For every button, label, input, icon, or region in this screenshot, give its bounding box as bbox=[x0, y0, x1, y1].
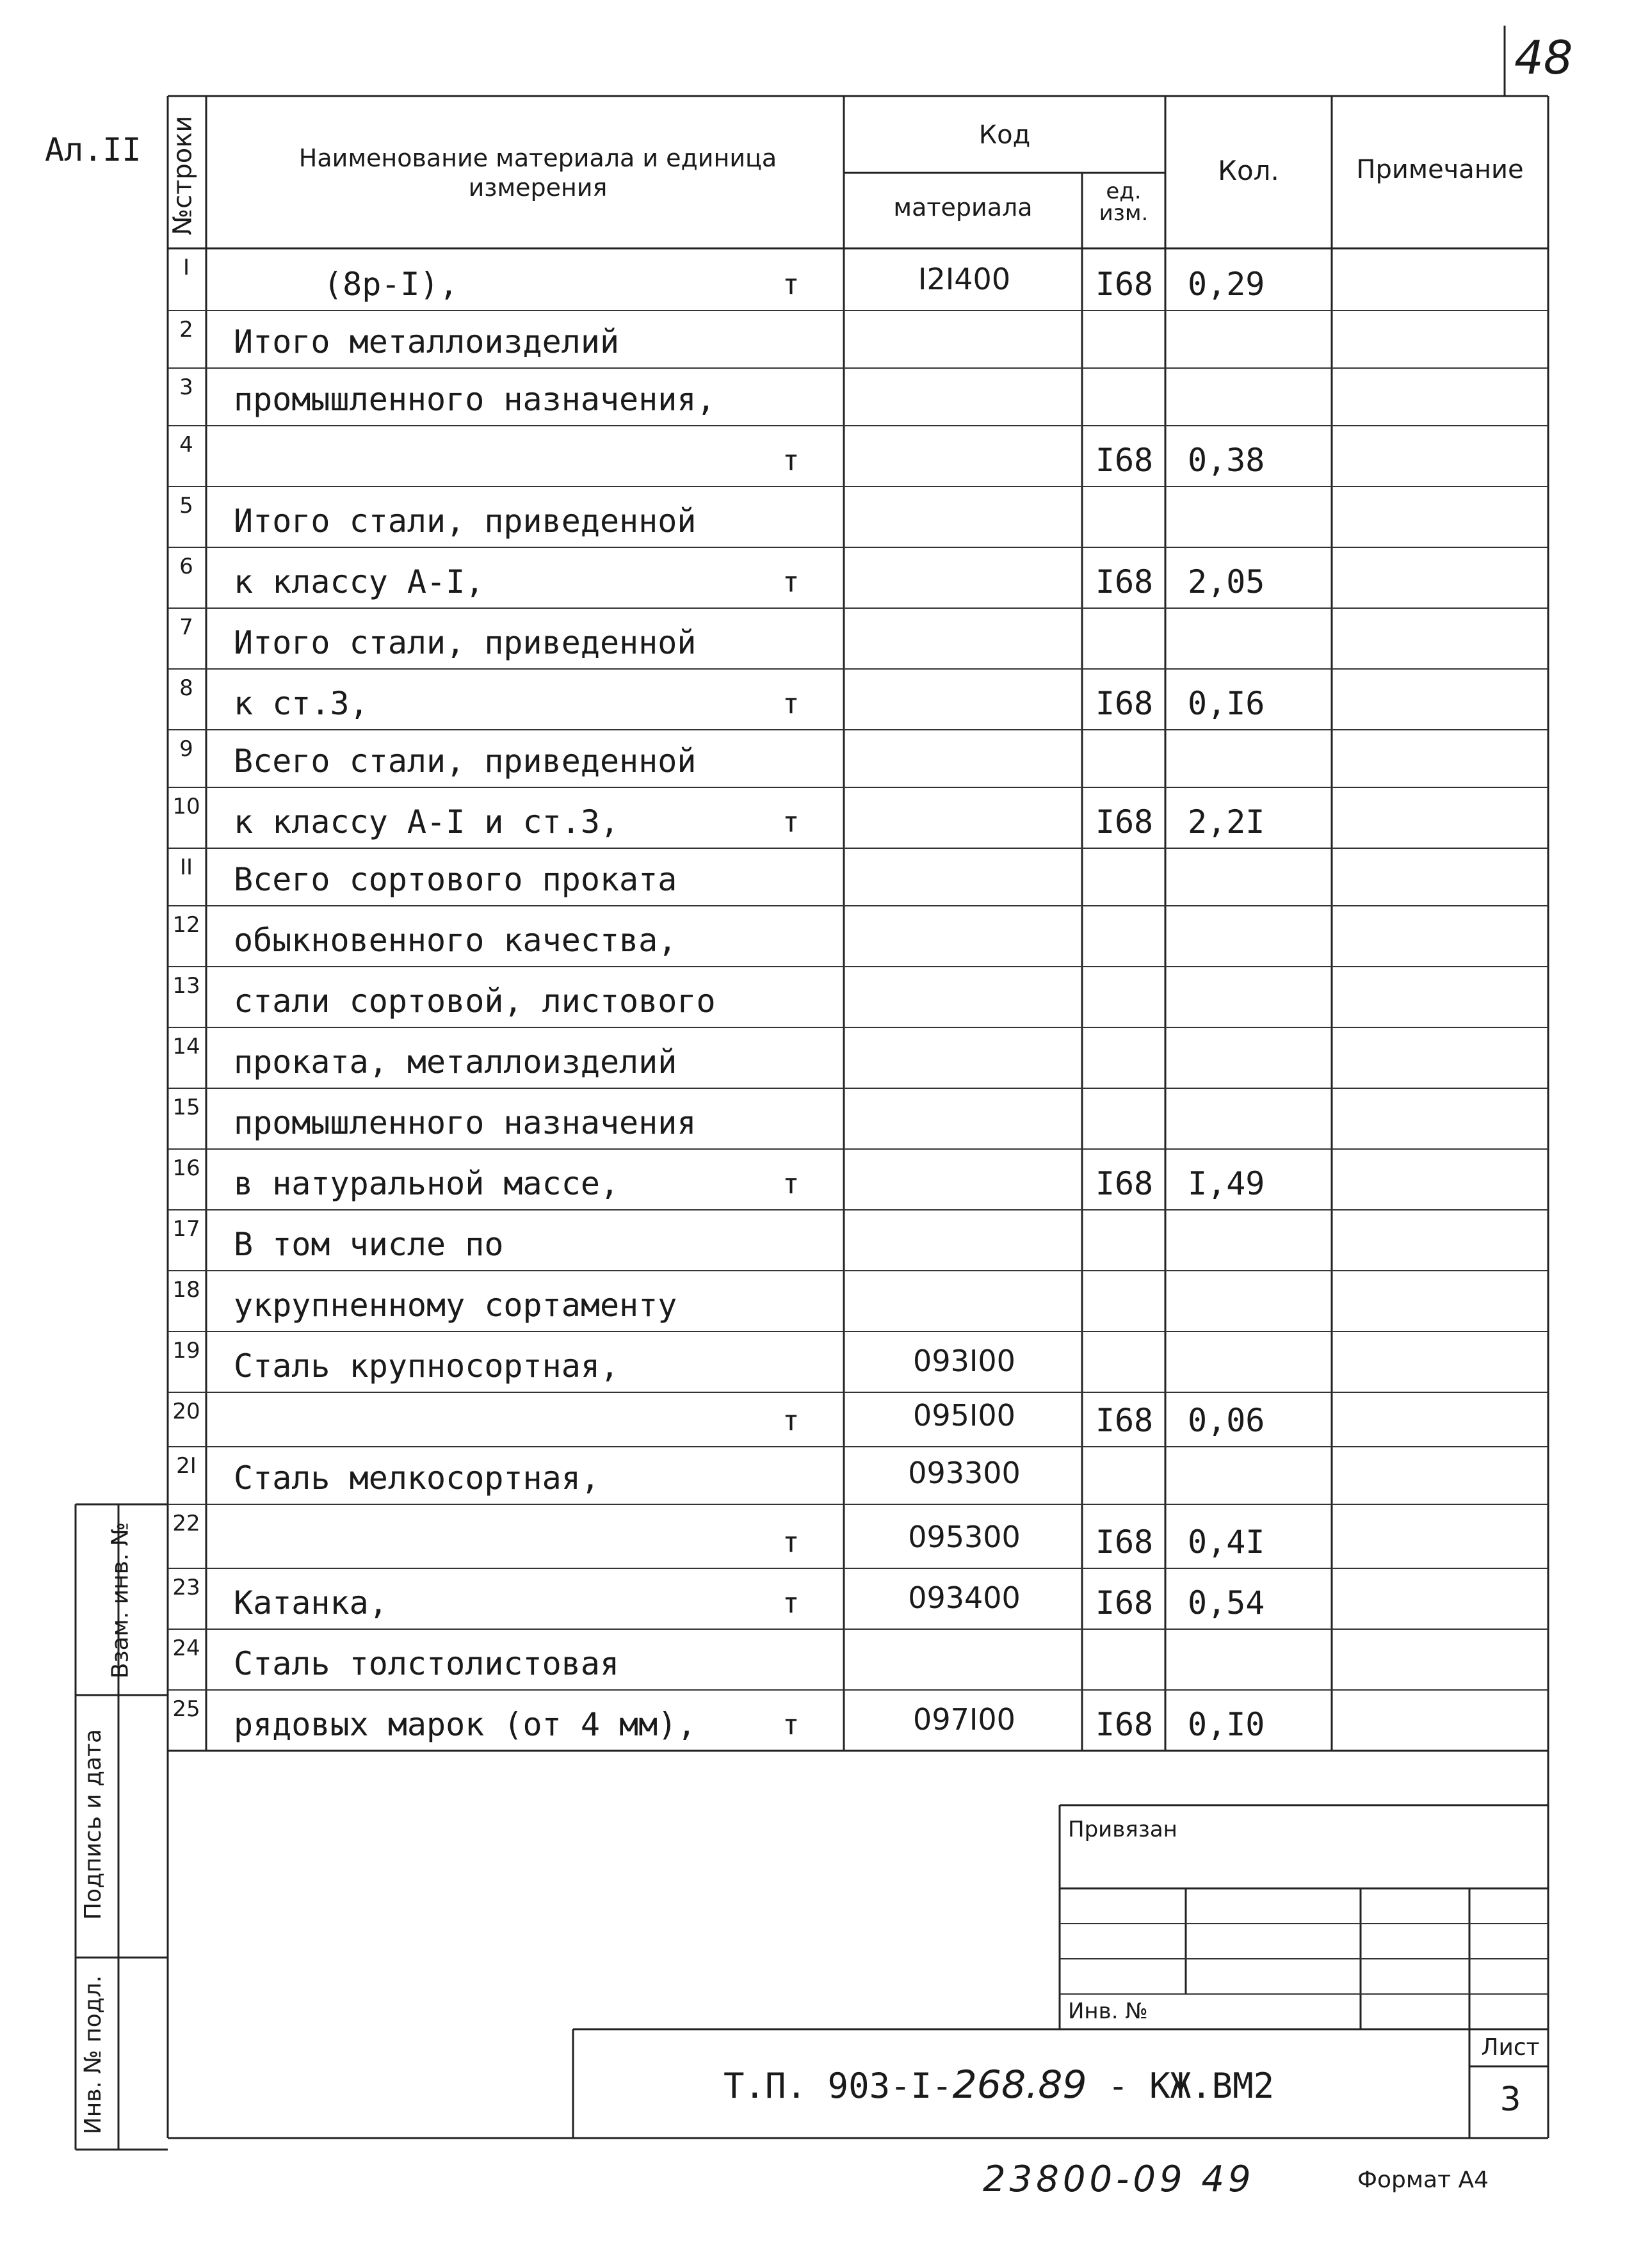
stamp-replace-inv: Взам. инв. № bbox=[107, 1522, 134, 1679]
row-number: 25 bbox=[172, 1696, 200, 1722]
row-name: стали сортовой, листового bbox=[234, 983, 716, 1020]
row-name: Итого стали, приведенной bbox=[234, 503, 697, 540]
row-name: укрупненному сортаменту bbox=[234, 1287, 677, 1324]
row-number: 23 bbox=[172, 1575, 200, 1600]
row-name: Сталь толстолистовая bbox=[234, 1645, 620, 1682]
row-number: 6 bbox=[179, 554, 193, 579]
document-designation bbox=[724, 2063, 1274, 2107]
row-unit: т bbox=[782, 444, 800, 477]
row-name: (8р-I), bbox=[323, 266, 458, 303]
row-unit: т bbox=[782, 806, 800, 839]
row-quantity: 0,06 bbox=[1188, 1402, 1265, 1439]
row-name: рядовых марок (от 4 мм), bbox=[234, 1706, 697, 1743]
row-number: 24 bbox=[172, 1636, 200, 1661]
row-material-code: I2I400 bbox=[918, 262, 1011, 296]
row-number: 9 bbox=[179, 736, 193, 762]
row-material-code: 093300 bbox=[908, 1456, 1021, 1490]
row-unit: т bbox=[782, 268, 800, 301]
row-unit: т bbox=[782, 1404, 800, 1437]
row-name: к классу А-I и ст.3, bbox=[234, 803, 620, 840]
row-unit: т bbox=[782, 566, 800, 599]
bound-to-label: Привязан bbox=[1068, 1817, 1177, 1842]
row-name: В том числе по bbox=[234, 1226, 504, 1263]
row-unit-code: I68 bbox=[1095, 563, 1154, 600]
row-unit-code: I68 bbox=[1095, 1524, 1154, 1561]
row-quantity: 0,54 bbox=[1188, 1584, 1265, 1621]
row-name: промышленного назначения bbox=[234, 1104, 697, 1141]
row-name: Сталь мелкосортная, bbox=[234, 1460, 600, 1497]
row-material-code: 095300 bbox=[908, 1520, 1021, 1554]
row-number: 5 bbox=[179, 493, 193, 519]
row-name: Итого металлоизделий bbox=[234, 323, 620, 360]
row-quantity: 0,38 bbox=[1188, 442, 1265, 479]
row-name: Сталь крупносортная, bbox=[234, 1347, 620, 1385]
row-number: 19 bbox=[172, 1338, 200, 1363]
stamp-sign-date: Подпись и дата bbox=[80, 1728, 106, 1920]
designation-prefix: Т.П. 903-I- bbox=[724, 2066, 953, 2106]
row-number: 3 bbox=[179, 374, 193, 400]
row-number: 2 bbox=[179, 317, 193, 342]
row-unit-code: I68 bbox=[1095, 803, 1154, 840]
row-number: 16 bbox=[172, 1155, 200, 1181]
row-name: проката, металлоизделий bbox=[234, 1043, 677, 1081]
row-number: 20 bbox=[172, 1399, 200, 1424]
row-quantity: 0,29 bbox=[1188, 266, 1265, 303]
row-unit: т bbox=[782, 1587, 800, 1620]
row-number: 15 bbox=[172, 1095, 200, 1120]
row-name: к классу А-I, bbox=[234, 563, 485, 600]
header-row-number: №строки bbox=[168, 115, 198, 236]
designation-suffix: - КЖ.ВМ2 bbox=[1087, 2066, 1275, 2106]
row-number: 12 bbox=[172, 912, 200, 938]
row-unit-code: I68 bbox=[1095, 266, 1154, 303]
row-name: Катанка, bbox=[234, 1584, 388, 1621]
row-unit-code: I68 bbox=[1095, 685, 1154, 722]
row-unit-code: I68 bbox=[1095, 442, 1154, 479]
row-unit: т bbox=[782, 1168, 800, 1200]
row-number: 4 bbox=[179, 432, 193, 458]
row-unit-code: I68 bbox=[1095, 1584, 1154, 1621]
header-qty: Кол. bbox=[1218, 155, 1279, 186]
row-unit: т bbox=[782, 688, 800, 720]
header-code: Код bbox=[978, 120, 1031, 150]
row-name: в натуральной массе, bbox=[234, 1165, 620, 1202]
page-number: 48 bbox=[1514, 31, 1573, 84]
row-quantity: I,49 bbox=[1188, 1165, 1265, 1202]
header-note: Примечание bbox=[1356, 155, 1524, 184]
row-material-code: 095I00 bbox=[913, 1398, 1015, 1433]
row-name: Итого стали, приведенной bbox=[234, 624, 697, 661]
row-number: 18 bbox=[172, 1277, 200, 1303]
format-label: Формат А4 bbox=[1357, 2167, 1489, 2193]
header-code-material: материала bbox=[893, 193, 1033, 221]
header-code-unit: ед. изм. bbox=[1099, 179, 1149, 226]
row-number: II bbox=[179, 855, 193, 880]
row-unit-code: I68 bbox=[1095, 1706, 1154, 1743]
row-name: обыкновенного качества, bbox=[234, 922, 677, 959]
row-material-code: 093400 bbox=[908, 1580, 1021, 1615]
row-name: Всего стали, приведенной bbox=[234, 743, 697, 780]
archive-number: 23800-09 49 bbox=[983, 2159, 1255, 2200]
row-number: 22 bbox=[172, 1511, 200, 1536]
row-number: 10 bbox=[172, 794, 200, 819]
row-number: 7 bbox=[179, 615, 193, 640]
row-number: 17 bbox=[172, 1216, 200, 1242]
row-unit: т bbox=[782, 1709, 800, 1741]
header-name: Наименование материала и единица измерения bbox=[298, 144, 777, 202]
row-quantity: 2,05 bbox=[1188, 563, 1265, 600]
row-unit-code: I68 bbox=[1095, 1402, 1154, 1439]
stamp-inv-orig: Инв. № подл. bbox=[80, 1975, 106, 2135]
row-number: 8 bbox=[179, 675, 193, 701]
row-name: промышленного назначения, bbox=[234, 381, 716, 418]
row-material-code: 093I00 bbox=[913, 1344, 1015, 1378]
row-name: к ст.3, bbox=[234, 685, 369, 722]
row-quantity: 0,4I bbox=[1188, 1524, 1265, 1561]
row-number: 14 bbox=[172, 1034, 200, 1059]
row-name: Всего сортового проката bbox=[234, 861, 677, 898]
sheet-title-label: Лист bbox=[1481, 2034, 1540, 2061]
row-number: I bbox=[182, 255, 190, 280]
row-number: 13 bbox=[172, 973, 200, 999]
row-unit: т bbox=[782, 1526, 800, 1559]
sheet-number: 3 bbox=[1500, 2080, 1521, 2119]
row-unit-code: I68 bbox=[1095, 1165, 1154, 1202]
designation-handwritten: 268.89 bbox=[952, 2063, 1087, 2107]
row-quantity: 0,I0 bbox=[1188, 1706, 1265, 1743]
row-number: 2I bbox=[176, 1453, 197, 1479]
row-material-code: 097I00 bbox=[913, 1702, 1015, 1737]
inv-no-label: Инв. № bbox=[1068, 1999, 1148, 2024]
row-quantity: 2,2I bbox=[1188, 803, 1265, 840]
sheet-label: Ал.II bbox=[45, 131, 141, 168]
row-quantity: 0,I6 bbox=[1188, 685, 1265, 722]
